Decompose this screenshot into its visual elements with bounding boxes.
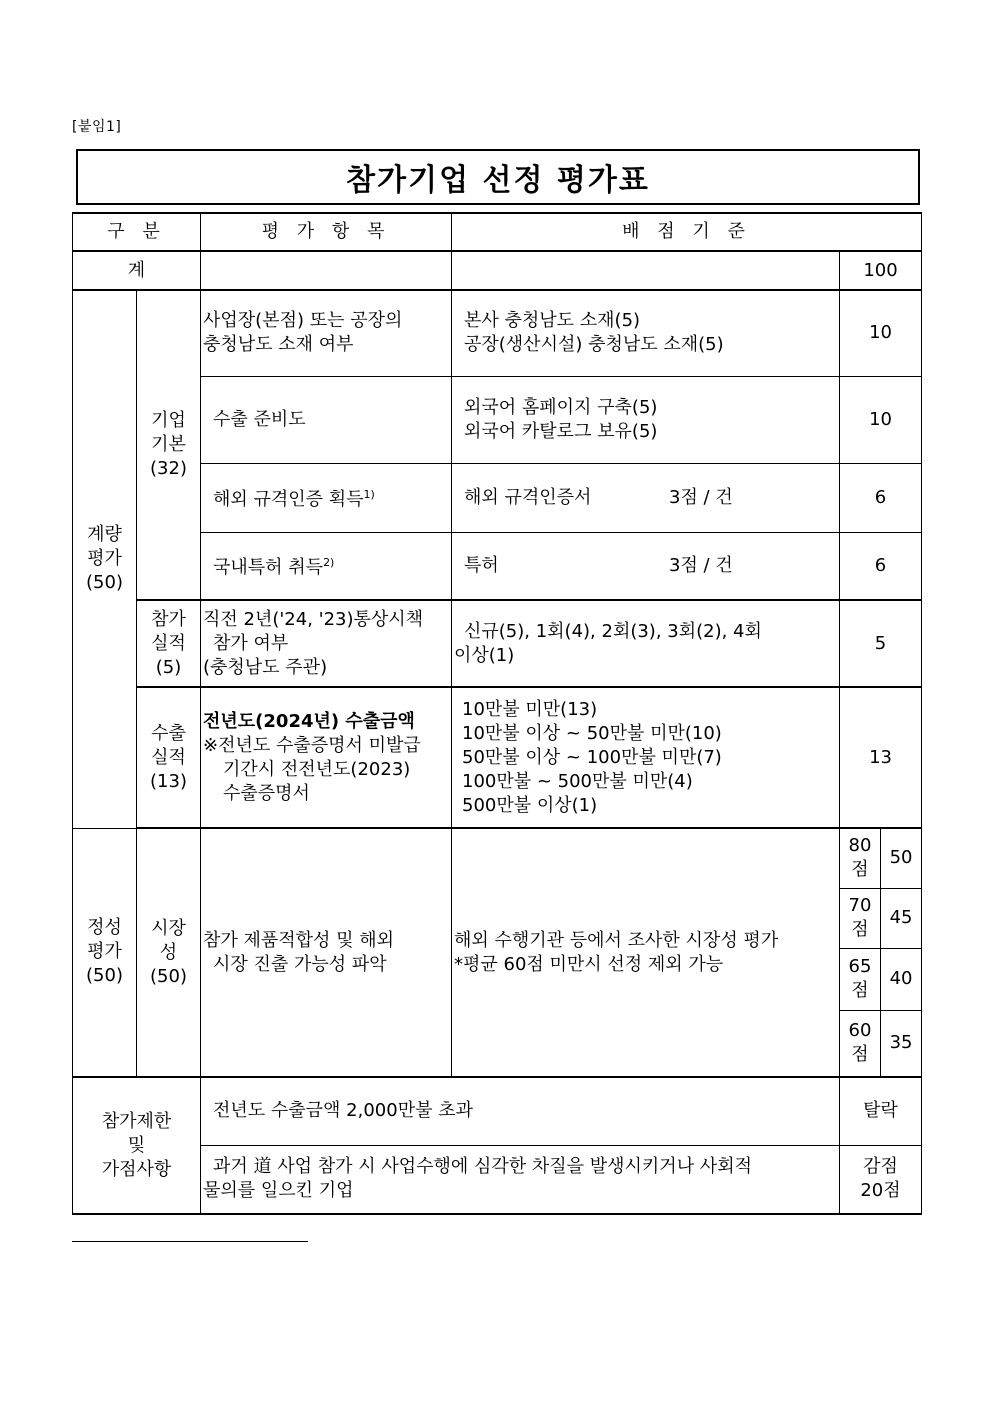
participation-item-line-1: 직전 2년('24, '23)통상시책 [203, 608, 424, 630]
header-criteria: 배 점 기 준 [452, 213, 922, 251]
qual-label-2: 평가 [87, 941, 122, 963]
qual-criteria-line-1: 해외 수행기관 등에서 조사한 시장성 평가 [454, 929, 779, 951]
export-criteria-line-4: 100만불 ~ 500만불 미만(4) [462, 770, 693, 792]
grade-2 [840, 888, 881, 948]
restriction-2-result-line-1: 감점 [863, 1156, 898, 1178]
restriction-1-text [201, 1077, 840, 1145]
qual-criteria-line-2: *평균 60점 미만시 선정 제외 가능 [454, 953, 724, 975]
grade-1-value: 80 [848, 835, 872, 857]
qual-item [201, 828, 452, 1077]
export-item-line-3: 기간시 전전년도(2023) [223, 758, 411, 780]
total-row [73, 251, 922, 290]
header-item: 평 가 항 목 [201, 213, 452, 251]
basic-item-4 [201, 532, 452, 600]
qual-row-1 [73, 828, 922, 888]
participation-item-line-2: 참가 여부 [213, 632, 289, 654]
basic-criteria-2 [452, 376, 840, 463]
participation-item-line-3: (충청남도 주관) [203, 656, 328, 678]
quant-label-3: (50) [86, 572, 123, 594]
participation-label-1: 참가 [151, 608, 186, 630]
restriction-1-text-line-1: 전년도 수출금액 2,000만불 초과 [213, 1100, 473, 1122]
participation-label-3: (5) [155, 656, 182, 678]
basic-item-1-line-2: 충청남도 소재 여부 [203, 334, 354, 356]
participation-label [137, 600, 201, 687]
export-item-line-2: ※전년도 수출증명서 미발급 [203, 734, 421, 756]
basic-score-4: 6 [840, 532, 922, 600]
grade-2-score: 45 [881, 888, 922, 948]
restrictions-label-2: 및 [127, 1134, 146, 1156]
export-criteria-line-5: 500만불 이상(1) [462, 794, 598, 816]
qual-item-line-2: 시장 진출 가능성 파악 [213, 953, 387, 975]
grade-3-score: 40 [881, 948, 922, 1010]
participation-criteria [452, 600, 840, 687]
basic-item-4-footnote: 2) [323, 556, 335, 570]
export-criteria-line-3: 50만불 이상 ~ 100만불 미만(7) [462, 746, 722, 768]
restriction-row-2 [73, 1145, 922, 1214]
export-criteria-line-1: 10만불 미만(13) [462, 698, 598, 720]
page-title-text: 참가기업 선정 평가표 [346, 163, 650, 198]
header-category: 구 분 [73, 213, 201, 251]
basic-criteria-3-text: 해외 규격인증서 [464, 486, 592, 508]
basic-criteria-3 [452, 463, 840, 532]
page-title [76, 149, 920, 205]
grade-2-unit: 점 [851, 919, 869, 940]
qual-label [73, 828, 137, 1077]
basic-criteria-2-line-2: 외국어 카탈로그 보유(5) [464, 420, 658, 442]
market-label-2: 성 [159, 941, 178, 963]
export-score: 13 [840, 687, 922, 828]
export-label-2: 실적 [151, 746, 186, 768]
basic-row-1 [73, 290, 922, 376]
footnote-separator [72, 1241, 308, 1242]
export-label [137, 687, 201, 828]
participation-criteria-line-1: 신규(5), 1회(4), 2회(3), 3회(2), 4회 [464, 620, 762, 642]
restriction-1-result [840, 1077, 922, 1145]
attachment-label: [붙임1] [72, 119, 122, 135]
grade-4-unit: 점 [851, 1044, 869, 1066]
market-label-3: (50) [150, 965, 187, 987]
grade-4-score: 35 [881, 1010, 922, 1077]
participation-item [201, 600, 452, 687]
basic-criteria-1-line-1: 본사 충청남도 소재(5) [464, 310, 641, 332]
participation-score: 5 [840, 600, 922, 687]
basic-row-2 [73, 376, 922, 463]
qual-item-line-1: 참가 제품적합성 및 해외 [203, 929, 395, 951]
export-label-1: 수출 [151, 722, 186, 744]
basic-score-3: 6 [840, 463, 922, 532]
basic-item-4-text: 국내특허 취득 [213, 557, 324, 579]
basic-criteria-1 [452, 290, 840, 376]
grade-3-unit: 점 [851, 980, 869, 1001]
grade-4 [840, 1010, 881, 1077]
restrictions-label [73, 1077, 201, 1214]
grade-1 [840, 828, 881, 888]
basic-row-3 [73, 463, 922, 532]
basic-row-4 [73, 532, 922, 600]
restriction-2-text-line-2: 물의를 일으킨 기업 [203, 1180, 354, 1202]
restriction-2-text [201, 1145, 840, 1214]
restriction-2-result-line-2: 20점 [860, 1180, 901, 1202]
restrictions-label-1: 참가제한 [101, 1110, 172, 1132]
quant-label [73, 290, 137, 828]
grade-3-value: 65 [848, 956, 872, 977]
basic-item-3 [201, 463, 452, 532]
evaluation-table [72, 212, 922, 1215]
export-criteria-line-2: 10만불 이상 ~ 50만불 미만(10) [462, 722, 722, 744]
basic-criteria-4 [452, 532, 840, 600]
quant-label-1: 계량 [87, 524, 122, 546]
grade-3 [840, 948, 881, 1010]
restriction-2-text-line-1: 과거 道 사업 참가 시 사업수행에 심각한 차질을 발생시키거나 사회적 [213, 1156, 752, 1178]
basic-score-1: 10 [840, 290, 922, 376]
grade-1-score: 50 [881, 828, 922, 888]
qual-label-1: 정성 [87, 917, 122, 939]
basic-item-3-text: 해외 규격인증 획득 [213, 489, 364, 510]
basic-label-2: 기본 [151, 434, 186, 455]
total-criteria-empty [452, 251, 840, 290]
total-label: 계 [73, 251, 201, 290]
basic-item-2 [201, 376, 452, 463]
restriction-row-1 [73, 1077, 922, 1145]
qual-label-3: (50) [86, 965, 123, 987]
restriction-2-result [840, 1145, 922, 1214]
total-item-empty [201, 251, 452, 290]
export-label-3: (13) [150, 770, 187, 792]
grade-2-value: 70 [848, 895, 872, 916]
basic-label [137, 290, 201, 600]
export-criteria [452, 687, 840, 828]
restriction-1-result-line-1: 탈락 [863, 1100, 898, 1122]
basic-item-2-line-1: 수출 준비도 [213, 408, 306, 430]
basic-item-1 [201, 290, 452, 376]
basic-label-3: (32) [150, 458, 187, 479]
export-row [73, 687, 922, 828]
grade-4-value: 60 [848, 1020, 872, 1042]
basic-criteria-4-score: 3점 / 건 [669, 554, 733, 576]
participation-row [73, 600, 922, 687]
participation-criteria-line-2: 이상(1) [454, 644, 515, 666]
basic-label-1: 기업 [151, 410, 186, 431]
basic-score-2: 10 [840, 376, 922, 463]
basic-item-1-line-1: 사업장(본점) 또는 공장의 [203, 310, 403, 332]
market-label [137, 828, 201, 1077]
header-row [73, 213, 922, 251]
restrictions-label-3: 가점사항 [101, 1158, 172, 1180]
basic-criteria-4-text: 특허 [464, 554, 499, 576]
basic-criteria-2-line-1: 외국어 홈페이지 구축(5) [464, 396, 658, 418]
quant-label-2: 평가 [87, 548, 122, 570]
market-label-1: 시장 [151, 917, 186, 939]
export-item-line-1: 전년도(2024년) 수출금액 [203, 710, 415, 732]
basic-criteria-3-score: 3점 / 건 [669, 486, 733, 508]
grade-1-unit: 점 [851, 859, 869, 881]
basic-criteria-1-line-2: 공장(생산시설) 충청남도 소재(5) [464, 334, 724, 356]
export-item [201, 687, 452, 828]
qual-criteria [452, 828, 840, 1077]
total-score: 100 [840, 251, 922, 290]
basic-item-3-footnote: 1) [363, 488, 375, 501]
export-item-line-4: 수출증명서 [223, 782, 310, 804]
participation-label-2: 실적 [151, 632, 186, 654]
